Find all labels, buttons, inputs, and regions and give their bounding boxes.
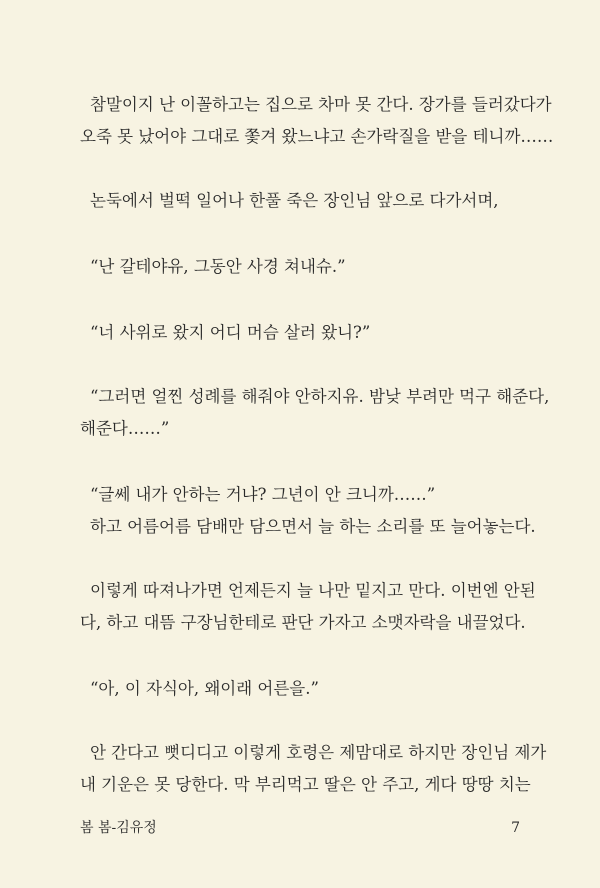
text-line-7: 해준다……” xyxy=(80,419,170,438)
text-line-6: “그러면 얼찐 성례를 해줘야 안하지유. 밤낮 부려만 먹구 해준다, xyxy=(90,387,550,406)
page-number: 7 xyxy=(511,820,520,836)
text-line-11: 다, 하고 대뜸 구장님한테로 판단 가자고 소맷자락을 내끌었다. xyxy=(80,613,526,632)
text-line-14: 내 기운은 못 당한다. 막 부리먹고 딸은 안 주고, 게다 땅땅 치는 xyxy=(80,775,531,794)
text-line-12: “아, 이 자식아, 왜이래 어른을.” xyxy=(90,679,319,698)
text-line-3: 논둑에서 벌떡 일어나 한풀 죽은 장인님 앞으로 다가서며, xyxy=(90,191,499,210)
text-line-13: 안 간다고 뻣디디고 이렇게 호령은 제맘대로 하지만 장인님 제가 xyxy=(90,743,547,762)
text-line-8: “글쎄 내가 안하는 거냐? 그년이 안 크니까……” xyxy=(90,485,436,504)
text-line-5: “너 사위로 왔지 어디 머슴 살러 왔니?” xyxy=(90,323,371,342)
footer-book-title: 봄 봄-김유정 xyxy=(80,820,157,836)
text-line-2: 오죽 못 났어야 그대로 쫓겨 왔느냐고 손가락질을 받을 테니까…… xyxy=(80,127,554,146)
text-line-1: 참말이지 난 이꼴하고는 집으로 차마 못 간다. 장가를 들러갔다가 xyxy=(90,95,552,114)
text-line-4: “난 갈테야유, 그동안 사경 쳐내슈.” xyxy=(90,257,346,276)
text-line-9: 하고 어름어름 담배만 담으면서 늘 하는 소리를 또 늘어놓는다. xyxy=(90,517,536,536)
text-line-10: 이렇게 따져나가면 언제든지 늘 나만 밑지고 만다. 이번엔 안된 xyxy=(90,581,536,600)
